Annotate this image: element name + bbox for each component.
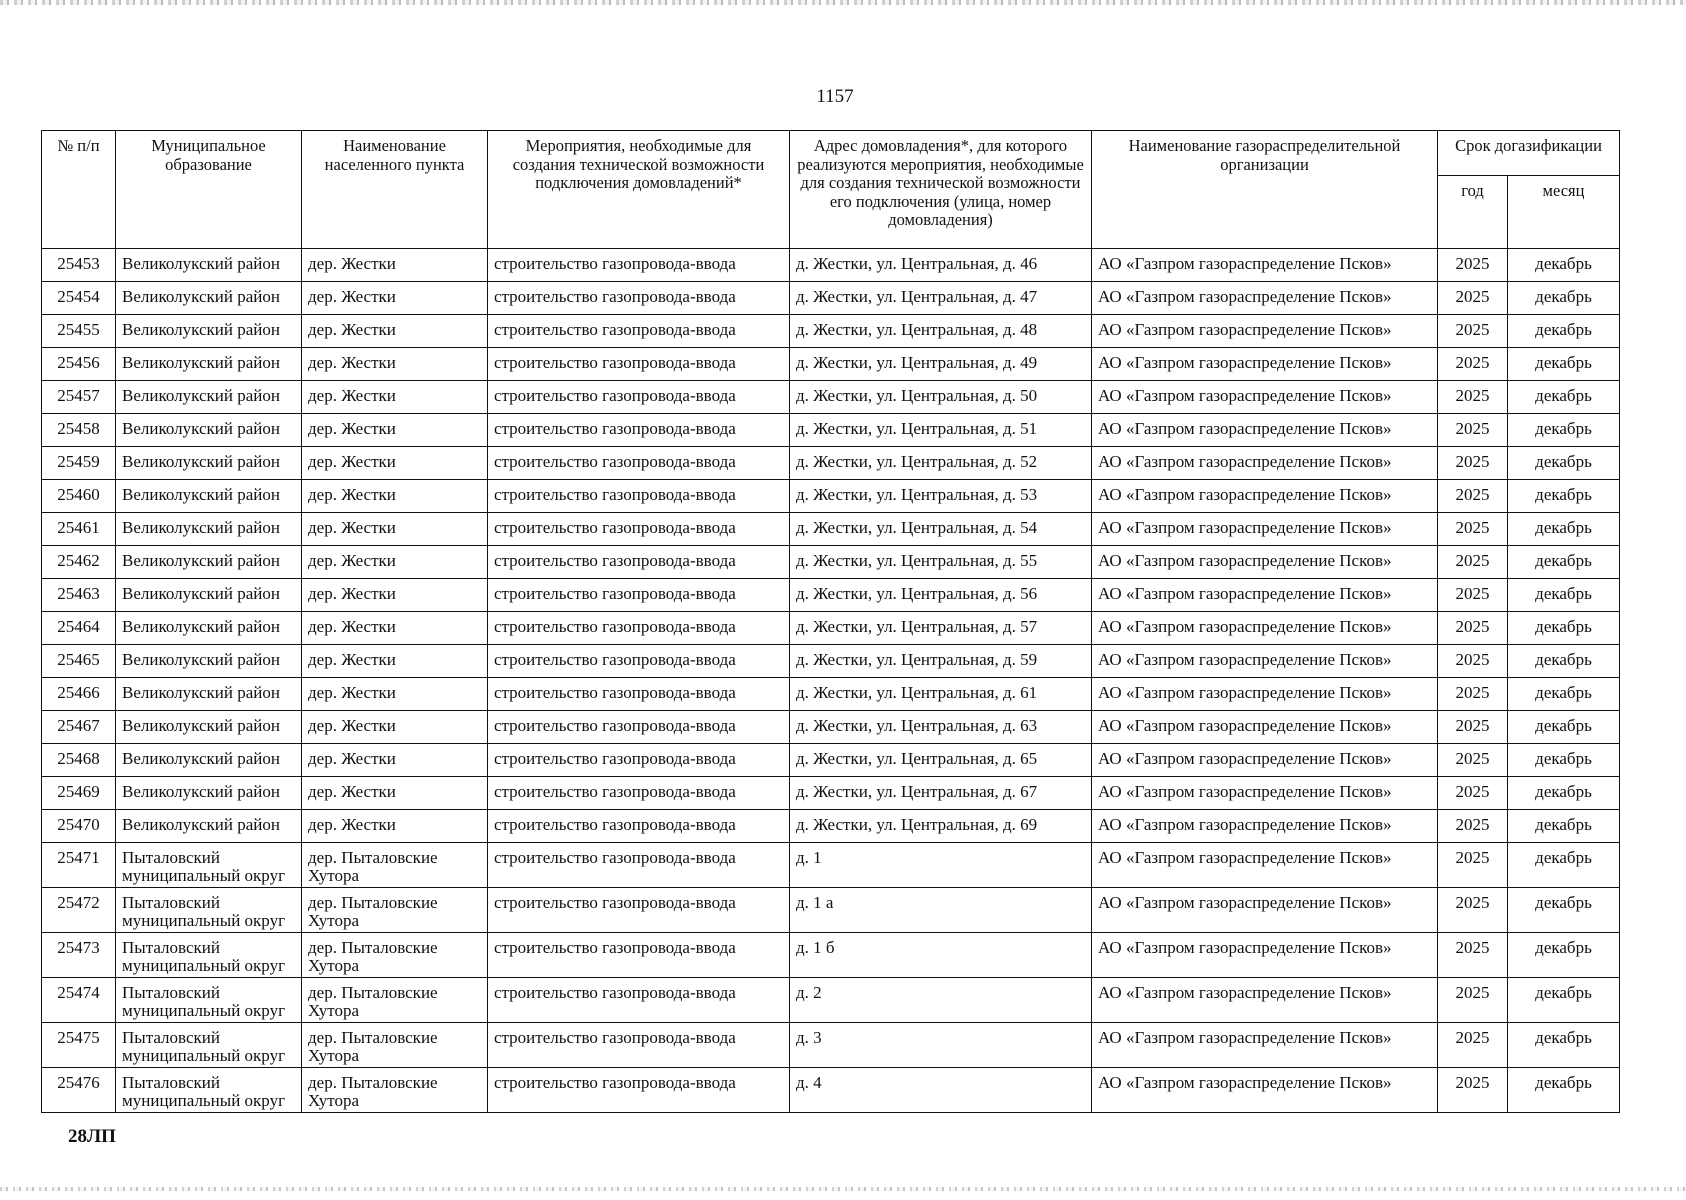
cell-month: декабрь bbox=[1508, 978, 1620, 1023]
cell-month: декабрь bbox=[1508, 678, 1620, 711]
table-row bbox=[42, 978, 1620, 1023]
cell-settlement: дер. Жестки bbox=[302, 513, 488, 546]
cell-num: 25473 bbox=[42, 933, 116, 978]
table-row bbox=[42, 744, 1620, 777]
cell-year: 2025 bbox=[1438, 843, 1508, 888]
cell-year: 2025 bbox=[1438, 711, 1508, 744]
cell-address: д. Жестки, ул. Центральная, д. 53 bbox=[790, 480, 1092, 513]
table-row bbox=[42, 843, 1620, 888]
cell-settlement: дер. Пыталовские Хутора bbox=[302, 978, 488, 1023]
cell-address: д. Жестки, ул. Центральная, д. 51 bbox=[790, 414, 1092, 447]
table-row bbox=[42, 1023, 1620, 1068]
cell-address: д. Жестки, ул. Центральная, д. 65 bbox=[790, 744, 1092, 777]
cell-address: д. 2 bbox=[790, 978, 1092, 1023]
cell-num: 25475 bbox=[42, 1023, 116, 1068]
cell-month: декабрь bbox=[1508, 810, 1620, 843]
cell-address: д. Жестки, ул. Центральная, д. 63 bbox=[790, 711, 1092, 744]
table-row bbox=[42, 777, 1620, 810]
cell-org: АО «Газпром газораспределение Псков» bbox=[1092, 645, 1438, 678]
cell-measure: строительство газопровода-ввода bbox=[488, 777, 790, 810]
cell-org: АО «Газпром газораспределение Псков» bbox=[1092, 843, 1438, 888]
cell-org: АО «Газпром газораспределение Псков» bbox=[1092, 711, 1438, 744]
cell-num: 25471 bbox=[42, 843, 116, 888]
cell-org: АО «Газпром газораспределение Псков» bbox=[1092, 348, 1438, 381]
cell-year: 2025 bbox=[1438, 546, 1508, 579]
cell-year: 2025 bbox=[1438, 744, 1508, 777]
cell-address: д. 1 б bbox=[790, 933, 1092, 978]
cell-num: 25459 bbox=[42, 447, 116, 480]
cell-org: АО «Газпром газораспределение Псков» bbox=[1092, 282, 1438, 315]
cell-address: д. Жестки, ул. Центральная, д. 52 bbox=[790, 447, 1092, 480]
header-address: Адрес домовладения*, для которого реализуются мероприятия, необходимые для создания технической возможности его подключения (улица, номер домовладения) bbox=[790, 131, 1092, 249]
cell-year: 2025 bbox=[1438, 1023, 1508, 1068]
cell-municipality: Великолукский район bbox=[116, 480, 302, 513]
cell-year: 2025 bbox=[1438, 348, 1508, 381]
footer-code: 28ЛП bbox=[68, 1126, 116, 1147]
header-settlement: Наименование населенного пункта bbox=[302, 131, 488, 249]
cell-measure: строительство газопровода-ввода bbox=[488, 315, 790, 348]
table-row bbox=[42, 447, 1620, 480]
cell-num: 25456 bbox=[42, 348, 116, 381]
cell-address: д. Жестки, ул. Центральная, д. 48 bbox=[790, 315, 1092, 348]
cell-settlement: дер. Жестки bbox=[302, 249, 488, 282]
cell-org: АО «Газпром газораспределение Псков» bbox=[1092, 546, 1438, 579]
cell-month: декабрь bbox=[1508, 381, 1620, 414]
cell-num: 25474 bbox=[42, 978, 116, 1023]
cell-address: д. Жестки, ул. Центральная, д. 50 bbox=[790, 381, 1092, 414]
cell-month: декабрь bbox=[1508, 414, 1620, 447]
cell-settlement: дер. Пыталовские Хутора bbox=[302, 888, 488, 933]
cell-address: д. 4 bbox=[790, 1068, 1092, 1113]
cell-address: д. Жестки, ул. Центральная, д. 46 bbox=[790, 249, 1092, 282]
cell-year: 2025 bbox=[1438, 1068, 1508, 1113]
cell-month: декабрь bbox=[1508, 348, 1620, 381]
cell-municipality: Великолукский район bbox=[116, 711, 302, 744]
cell-month: декабрь bbox=[1508, 447, 1620, 480]
cell-num: 25457 bbox=[42, 381, 116, 414]
cell-settlement: дер. Жестки bbox=[302, 678, 488, 711]
page-number: 1157 bbox=[816, 86, 854, 107]
cell-settlement: дер. Пыталовские Хутора bbox=[302, 843, 488, 888]
cell-address: д. Жестки, ул. Центральная, д. 55 bbox=[790, 546, 1092, 579]
cell-settlement: дер. Жестки bbox=[302, 381, 488, 414]
cell-num: 25472 bbox=[42, 888, 116, 933]
cell-month: декабрь bbox=[1508, 777, 1620, 810]
cell-num: 25453 bbox=[42, 249, 116, 282]
cell-measure: строительство газопровода-ввода bbox=[488, 447, 790, 480]
cell-measure: строительство газопровода-ввода bbox=[488, 381, 790, 414]
cell-org: АО «Газпром газораспределение Псков» bbox=[1092, 381, 1438, 414]
cell-municipality: Великолукский район bbox=[116, 315, 302, 348]
cell-num: 25465 bbox=[42, 645, 116, 678]
cell-year: 2025 bbox=[1438, 645, 1508, 678]
cell-municipality: Великолукский район bbox=[116, 645, 302, 678]
cell-measure: строительство газопровода-ввода bbox=[488, 744, 790, 777]
cell-num: 25462 bbox=[42, 546, 116, 579]
cell-settlement: дер. Жестки bbox=[302, 612, 488, 645]
cell-org: АО «Газпром газораспределение Псков» bbox=[1092, 315, 1438, 348]
cell-org: АО «Газпром газораспределение Псков» bbox=[1092, 513, 1438, 546]
header-municipality: Муниципальное образование bbox=[116, 131, 302, 249]
cell-address: д. Жестки, ул. Центральная, д. 47 bbox=[790, 282, 1092, 315]
cell-year: 2025 bbox=[1438, 249, 1508, 282]
cell-num: 25461 bbox=[42, 513, 116, 546]
table-row bbox=[42, 315, 1620, 348]
cell-municipality: Великолукский район bbox=[116, 810, 302, 843]
cell-org: АО «Газпром газораспределение Псков» bbox=[1092, 777, 1438, 810]
cell-measure: строительство газопровода-ввода bbox=[488, 978, 790, 1023]
cell-num: 25469 bbox=[42, 777, 116, 810]
cell-month: декабрь bbox=[1508, 1023, 1620, 1068]
cell-municipality: Великолукский район bbox=[116, 513, 302, 546]
cell-year: 2025 bbox=[1438, 888, 1508, 933]
cell-org: АО «Газпром газораспределение Псков» bbox=[1092, 1023, 1438, 1068]
header-deadline: Срок догазификации bbox=[1438, 131, 1620, 176]
cell-settlement: дер. Жестки bbox=[302, 711, 488, 744]
cell-municipality: Великолукский район bbox=[116, 579, 302, 612]
cell-address: д. Жестки, ул. Центральная, д. 49 bbox=[790, 348, 1092, 381]
cell-num: 25470 bbox=[42, 810, 116, 843]
cell-month: декабрь bbox=[1508, 645, 1620, 678]
cell-municipality: Великолукский район bbox=[116, 744, 302, 777]
header-month: месяц bbox=[1508, 176, 1620, 249]
cell-org: АО «Газпром газораспределение Псков» bbox=[1092, 1068, 1438, 1113]
cell-year: 2025 bbox=[1438, 579, 1508, 612]
cell-measure: строительство газопровода-ввода bbox=[488, 810, 790, 843]
table-row bbox=[42, 1068, 1620, 1113]
table-header-row bbox=[42, 131, 1620, 176]
cell-municipality: Великолукский район bbox=[116, 546, 302, 579]
cell-year: 2025 bbox=[1438, 933, 1508, 978]
cell-address: д. Жестки, ул. Центральная, д. 61 bbox=[790, 678, 1092, 711]
table-row bbox=[42, 810, 1620, 843]
cell-settlement: дер. Пыталовские Хутора bbox=[302, 1068, 488, 1113]
cell-year: 2025 bbox=[1438, 777, 1508, 810]
cell-municipality: Пыталовский муниципальный округ bbox=[116, 978, 302, 1023]
cell-settlement: дер. Жестки bbox=[302, 480, 488, 513]
table-row bbox=[42, 645, 1620, 678]
table-row bbox=[42, 249, 1620, 282]
cell-org: АО «Газпром газораспределение Псков» bbox=[1092, 579, 1438, 612]
cell-month: декабрь bbox=[1508, 546, 1620, 579]
cell-org: АО «Газпром газораспределение Псков» bbox=[1092, 480, 1438, 513]
cell-org: АО «Газпром газораспределение Псков» bbox=[1092, 447, 1438, 480]
cell-settlement: дер. Жестки bbox=[302, 315, 488, 348]
gasification-table bbox=[41, 130, 1620, 1113]
cell-municipality: Великолукский район bbox=[116, 678, 302, 711]
cell-year: 2025 bbox=[1438, 282, 1508, 315]
cell-year: 2025 bbox=[1438, 480, 1508, 513]
cell-measure: строительство газопровода-ввода bbox=[488, 711, 790, 744]
cell-num: 25463 bbox=[42, 579, 116, 612]
cell-measure: строительство газопровода-ввода bbox=[488, 678, 790, 711]
cell-org: АО «Газпром газораспределение Псков» bbox=[1092, 612, 1438, 645]
cell-settlement: дер. Жестки bbox=[302, 777, 488, 810]
cell-month: декабрь bbox=[1508, 282, 1620, 315]
cell-measure: строительство газопровода-ввода bbox=[488, 579, 790, 612]
cell-num: 25460 bbox=[42, 480, 116, 513]
cell-address: д. Жестки, ул. Центральная, д. 67 bbox=[790, 777, 1092, 810]
cell-measure: строительство газопровода-ввода bbox=[488, 348, 790, 381]
table-row bbox=[42, 414, 1620, 447]
cell-month: декабрь bbox=[1508, 513, 1620, 546]
cell-num: 25454 bbox=[42, 282, 116, 315]
cell-measure: строительство газопровода-ввода bbox=[488, 933, 790, 978]
cell-year: 2025 bbox=[1438, 381, 1508, 414]
cell-settlement: дер. Жестки bbox=[302, 546, 488, 579]
header-year: год bbox=[1438, 176, 1508, 249]
cell-year: 2025 bbox=[1438, 414, 1508, 447]
cell-address: д. Жестки, ул. Центральная, д. 57 bbox=[790, 612, 1092, 645]
cell-month: декабрь bbox=[1508, 744, 1620, 777]
cell-num: 25467 bbox=[42, 711, 116, 744]
cell-year: 2025 bbox=[1438, 978, 1508, 1023]
header-num: № п/п bbox=[42, 131, 116, 249]
cell-settlement: дер. Жестки bbox=[302, 414, 488, 447]
cell-municipality: Пыталовский муниципальный округ bbox=[116, 1068, 302, 1113]
cell-year: 2025 bbox=[1438, 447, 1508, 480]
cell-num: 25455 bbox=[42, 315, 116, 348]
table-row bbox=[42, 888, 1620, 933]
cell-measure: строительство газопровода-ввода bbox=[488, 612, 790, 645]
cell-municipality: Великолукский район bbox=[116, 282, 302, 315]
cell-org: АО «Газпром газораспределение Псков» bbox=[1092, 678, 1438, 711]
cell-settlement: дер. Жестки bbox=[302, 579, 488, 612]
cell-municipality: Великолукский район bbox=[116, 447, 302, 480]
cell-org: АО «Газпром газораспределение Псков» bbox=[1092, 933, 1438, 978]
cell-address: д. 1 bbox=[790, 843, 1092, 888]
cell-municipality: Пыталовский муниципальный округ bbox=[116, 933, 302, 978]
cell-year: 2025 bbox=[1438, 513, 1508, 546]
cell-org: АО «Газпром газораспределение Псков» bbox=[1092, 978, 1438, 1023]
cell-month: декабрь bbox=[1508, 249, 1620, 282]
cell-measure: строительство газопровода-ввода bbox=[488, 843, 790, 888]
cell-org: АО «Газпром газораспределение Псков» bbox=[1092, 249, 1438, 282]
cell-month: декабрь bbox=[1508, 933, 1620, 978]
cell-measure: строительство газопровода-ввода bbox=[488, 513, 790, 546]
cell-settlement: дер. Пыталовские Хутора bbox=[302, 933, 488, 978]
scan-edge-top bbox=[0, 0, 1686, 5]
table-row bbox=[42, 381, 1620, 414]
cell-measure: строительство газопровода-ввода bbox=[488, 282, 790, 315]
cell-measure: строительство газопровода-ввода bbox=[488, 888, 790, 933]
header-measures: Мероприятия, необходимые для создания технической возможности подключения домовладений* bbox=[488, 131, 790, 249]
cell-settlement: дер. Жестки bbox=[302, 744, 488, 777]
table-row bbox=[42, 480, 1620, 513]
table-row bbox=[42, 513, 1620, 546]
cell-measure: строительство газопровода-ввода bbox=[488, 414, 790, 447]
cell-year: 2025 bbox=[1438, 315, 1508, 348]
scan-edge-bottom bbox=[0, 1187, 1686, 1191]
cell-year: 2025 bbox=[1438, 612, 1508, 645]
cell-year: 2025 bbox=[1438, 810, 1508, 843]
cell-settlement: дер. Жестки bbox=[302, 282, 488, 315]
cell-measure: строительство газопровода-ввода bbox=[488, 546, 790, 579]
cell-settlement: дер. Жестки bbox=[302, 810, 488, 843]
cell-num: 25476 bbox=[42, 1068, 116, 1113]
cell-municipality: Пыталовский муниципальный округ bbox=[116, 1023, 302, 1068]
cell-address: д. Жестки, ул. Центральная, д. 56 bbox=[790, 579, 1092, 612]
cell-measure: строительство газопровода-ввода bbox=[488, 249, 790, 282]
cell-month: декабрь bbox=[1508, 480, 1620, 513]
cell-month: декабрь bbox=[1508, 711, 1620, 744]
table-row bbox=[42, 546, 1620, 579]
cell-month: декабрь bbox=[1508, 843, 1620, 888]
table-body bbox=[42, 249, 1620, 1113]
cell-municipality: Великолукский район bbox=[116, 414, 302, 447]
cell-month: декабрь bbox=[1508, 888, 1620, 933]
cell-org: АО «Газпром газораспределение Псков» bbox=[1092, 810, 1438, 843]
cell-org: АО «Газпром газораспределение Псков» bbox=[1092, 744, 1438, 777]
cell-municipality: Великолукский район bbox=[116, 249, 302, 282]
cell-num: 25468 bbox=[42, 744, 116, 777]
table-row bbox=[42, 933, 1620, 978]
cell-month: декабрь bbox=[1508, 1068, 1620, 1113]
cell-settlement: дер. Жестки bbox=[302, 447, 488, 480]
cell-settlement: дер. Жестки bbox=[302, 645, 488, 678]
cell-municipality: Великолукский район bbox=[116, 348, 302, 381]
cell-org: АО «Газпром газораспределение Псков» bbox=[1092, 888, 1438, 933]
cell-municipality: Великолукский район bbox=[116, 777, 302, 810]
cell-settlement: дер. Пыталовские Хутора bbox=[302, 1023, 488, 1068]
table-row bbox=[42, 348, 1620, 381]
cell-num: 25466 bbox=[42, 678, 116, 711]
cell-address: д. 1 а bbox=[790, 888, 1092, 933]
cell-measure: строительство газопровода-ввода bbox=[488, 1068, 790, 1113]
table-row bbox=[42, 678, 1620, 711]
cell-month: декабрь bbox=[1508, 612, 1620, 645]
cell-num: 25458 bbox=[42, 414, 116, 447]
header-organization: Наименование газораспределительной организации bbox=[1092, 131, 1438, 249]
cell-address: д. Жестки, ул. Центральная, д. 54 bbox=[790, 513, 1092, 546]
cell-municipality: Великолукский район bbox=[116, 612, 302, 645]
cell-measure: строительство газопровода-ввода bbox=[488, 1023, 790, 1068]
cell-municipality: Пыталовский муниципальный округ bbox=[116, 888, 302, 933]
cell-num: 25464 bbox=[42, 612, 116, 645]
cell-address: д. Жестки, ул. Центральная, д. 59 bbox=[790, 645, 1092, 678]
cell-month: декабрь bbox=[1508, 579, 1620, 612]
cell-municipality: Пыталовский муниципальный округ bbox=[116, 843, 302, 888]
cell-address: д. Жестки, ул. Центральная, д. 69 bbox=[790, 810, 1092, 843]
cell-measure: строительство газопровода-ввода bbox=[488, 645, 790, 678]
cell-org: АО «Газпром газораспределение Псков» bbox=[1092, 414, 1438, 447]
cell-address: д. 3 bbox=[790, 1023, 1092, 1068]
cell-year: 2025 bbox=[1438, 678, 1508, 711]
table-row bbox=[42, 282, 1620, 315]
table-row bbox=[42, 711, 1620, 744]
cell-month: декабрь bbox=[1508, 315, 1620, 348]
cell-measure: строительство газопровода-ввода bbox=[488, 480, 790, 513]
cell-settlement: дер. Жестки bbox=[302, 348, 488, 381]
cell-municipality: Великолукский район bbox=[116, 381, 302, 414]
table-row bbox=[42, 579, 1620, 612]
table-row bbox=[42, 612, 1620, 645]
